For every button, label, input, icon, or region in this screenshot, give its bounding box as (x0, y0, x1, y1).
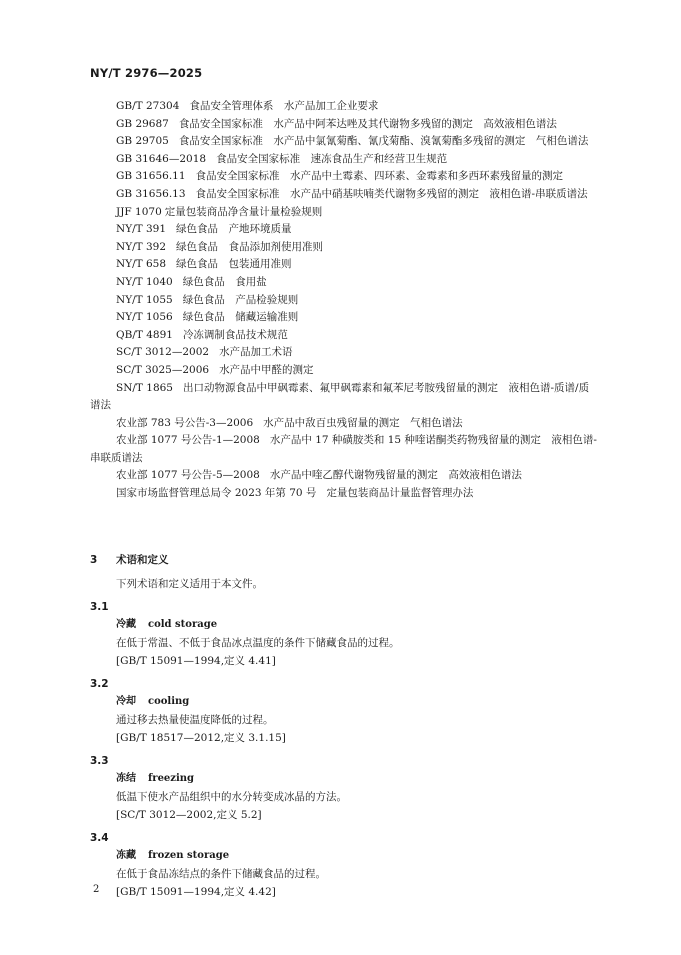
reference-title: 冷冻调制食品技术规范 (182, 328, 288, 341)
terms-and-definitions-section (90, 551, 597, 901)
reference-item (90, 151, 597, 169)
reference-code: NY/T 392 (116, 240, 167, 253)
reference-title: 食品安全国家标准 水产品中阿苯达唑及其代谢物多残留的测定 高效液相色谱法 (178, 117, 557, 130)
term-number: 3.4 (90, 832, 109, 844)
reference-item (90, 362, 597, 380)
reference-title: 绿色食品 产地环境质量 (176, 223, 292, 236)
reference-item (90, 380, 597, 415)
reference-code: GB 29687 (116, 117, 169, 130)
term-name (90, 770, 597, 788)
term-name (90, 693, 597, 711)
reference-code: QB/T 4891 (116, 328, 173, 341)
term-number: 3.2 (90, 678, 109, 690)
term-name-zh: 冷却 (116, 696, 136, 707)
term-definition: 低温下使水产品组织中的水分转变成冰晶的方法。 (116, 791, 347, 803)
reference-title: 绿色食品 产品检验规则 (182, 293, 299, 306)
reference-title: 定量包装商品计量监督管理办法 (326, 487, 474, 500)
reference-code: GB 31656.13 (116, 187, 186, 200)
reference-code: NY/T 1055 (116, 293, 173, 306)
reference-item (90, 239, 597, 257)
reference-code: SC/T 3025—2006 (116, 363, 210, 376)
reference-item (90, 467, 597, 485)
term-name-en: freezing (148, 773, 195, 784)
term-definition: 在低于食品冻结点的条件下储藏食品的过程。 (116, 868, 326, 880)
term-name-zh: 冻结 (116, 773, 136, 784)
reference-title: 食品安全国家标准 水产品中氯氰菊酯、氰戊菊酯、溴氰菊酯多残留的测定 气相色谱法 (178, 135, 589, 148)
reference-item (90, 98, 597, 116)
reference-title: 绿色食品 储藏运输准则 (182, 311, 299, 324)
normative-references-list (90, 98, 597, 503)
reference-code: 农业部 1077 号公告-1—2008 (116, 434, 260, 447)
reference-title: 食品安全国家标准 水产品中硝基呋喃类代谢物多残留的测定 液相色谱-串联质谱法 (195, 187, 588, 200)
term-source: [GB/T 15091—1994,定义 4.42] (116, 886, 276, 898)
reference-item (90, 186, 597, 204)
reference-code: GB 31646—2018 (116, 152, 207, 165)
reference-item (90, 168, 597, 186)
reference-title: 水产品加工术语 (219, 346, 293, 359)
term-name-zh: 冷藏 (116, 619, 136, 630)
reference-code: JJF 1070 (116, 205, 162, 218)
reference-title: 绿色食品 食用盐 (182, 275, 267, 288)
reference-code: NY/T 391 (116, 223, 167, 236)
reference-item (90, 415, 597, 433)
reference-code: GB/T 27304 (116, 100, 180, 112)
reference-code: NY/T 1056 (116, 311, 173, 324)
page-number: 2 (93, 884, 100, 895)
reference-title: 食品安全国家标准 水产品中土霉素、四环素、金霉素和多西环素残留量的测定 (195, 170, 564, 183)
term-definition: 在低于常温、不低于食品冰点温度的条件下储藏食品的过程。 (116, 637, 400, 649)
reference-title: 出口动物源食品中甲砜霉素、氟甲砜霉素和氟苯尼考胺残留量的测定 液相色谱-质谱/质谱法 (90, 381, 590, 412)
section-heading (90, 551, 597, 569)
reference-title: 绿色食品 包装通用准则 (176, 258, 292, 271)
term-name-en: cooling (148, 696, 190, 707)
reference-item (90, 309, 597, 327)
reference-title: 绿色食品 食品添加剂使用准则 (176, 240, 324, 253)
reference-title: 食品安全国家标准 速冻食品生产和经营卫生规范 (216, 152, 448, 165)
reference-item (90, 292, 597, 310)
reference-item (90, 344, 597, 362)
document-id: NY/T 2976—2025 (90, 66, 203, 80)
reference-title: 定量包装商品净含量计量检验规则 (164, 205, 323, 218)
term-name-en: cold storage (148, 619, 218, 630)
term-entry (90, 752, 597, 824)
term-source: [GB/T 18517—2012,定义 3.1.15] (116, 732, 286, 744)
reference-item (90, 204, 597, 222)
reference-item (90, 432, 597, 467)
term-name-en: frozen storage (148, 850, 230, 861)
reference-code: SN/T 1865 (116, 381, 173, 394)
reference-item (90, 485, 597, 503)
term-number: 3.3 (90, 755, 109, 767)
section-intro: 下列术语和定义适用于本文件。 (116, 578, 263, 590)
reference-item (90, 256, 597, 274)
term-source: [SC/T 3012—2002,定义 5.2] (116, 809, 262, 821)
term-number: 3.1 (90, 601, 109, 613)
reference-item (90, 327, 597, 345)
reference-code: 农业部 1077 号公告-5—2008 (116, 469, 260, 482)
reference-code: 国家市场监督管理总局令 2023 年第 70 号 (116, 487, 317, 500)
term-source: [GB/T 15091—1994,定义 4.41] (116, 655, 276, 667)
section-number: 3 (90, 554, 98, 566)
reference-title: 水产品中 17 种磺胺类和 15 种喹诺酮类药物残留量的测定 液相色谱-串联质谱法 (90, 434, 597, 464)
term-name-zh: 冻藏 (116, 850, 136, 861)
reference-code: GB 31656.11 (116, 170, 186, 183)
reference-code: NY/T 1040 (116, 275, 173, 288)
reference-code: SC/T 3012—2002 (116, 346, 210, 359)
term-name (90, 616, 597, 634)
reference-title: 水产品中敌百虫残留量的测定 气相色谱法 (263, 416, 463, 429)
term-entry (90, 829, 597, 901)
reference-title: 水产品中甲醛的测定 (219, 363, 314, 376)
term-entry (90, 675, 597, 747)
term-entry (90, 598, 597, 670)
reference-code: NY/T 658 (116, 258, 167, 271)
reference-item (90, 274, 597, 292)
reference-item (90, 221, 597, 239)
reference-code: GB 29705 (116, 135, 169, 148)
reference-item (90, 133, 597, 151)
reference-item (90, 116, 597, 134)
term-definition: 通过移去热量使温度降低的过程。 (116, 714, 274, 726)
reference-title: 食品安全管理体系 水产品加工企业要求 (189, 100, 379, 112)
term-name (90, 847, 597, 865)
section-title: 术语和定义 (116, 554, 169, 566)
reference-title: 水产品中喹乙醇代谢物残留量的测定 高效液相色谱法 (269, 469, 522, 482)
reference-code: 农业部 783 号公告-3—2006 (116, 416, 254, 429)
